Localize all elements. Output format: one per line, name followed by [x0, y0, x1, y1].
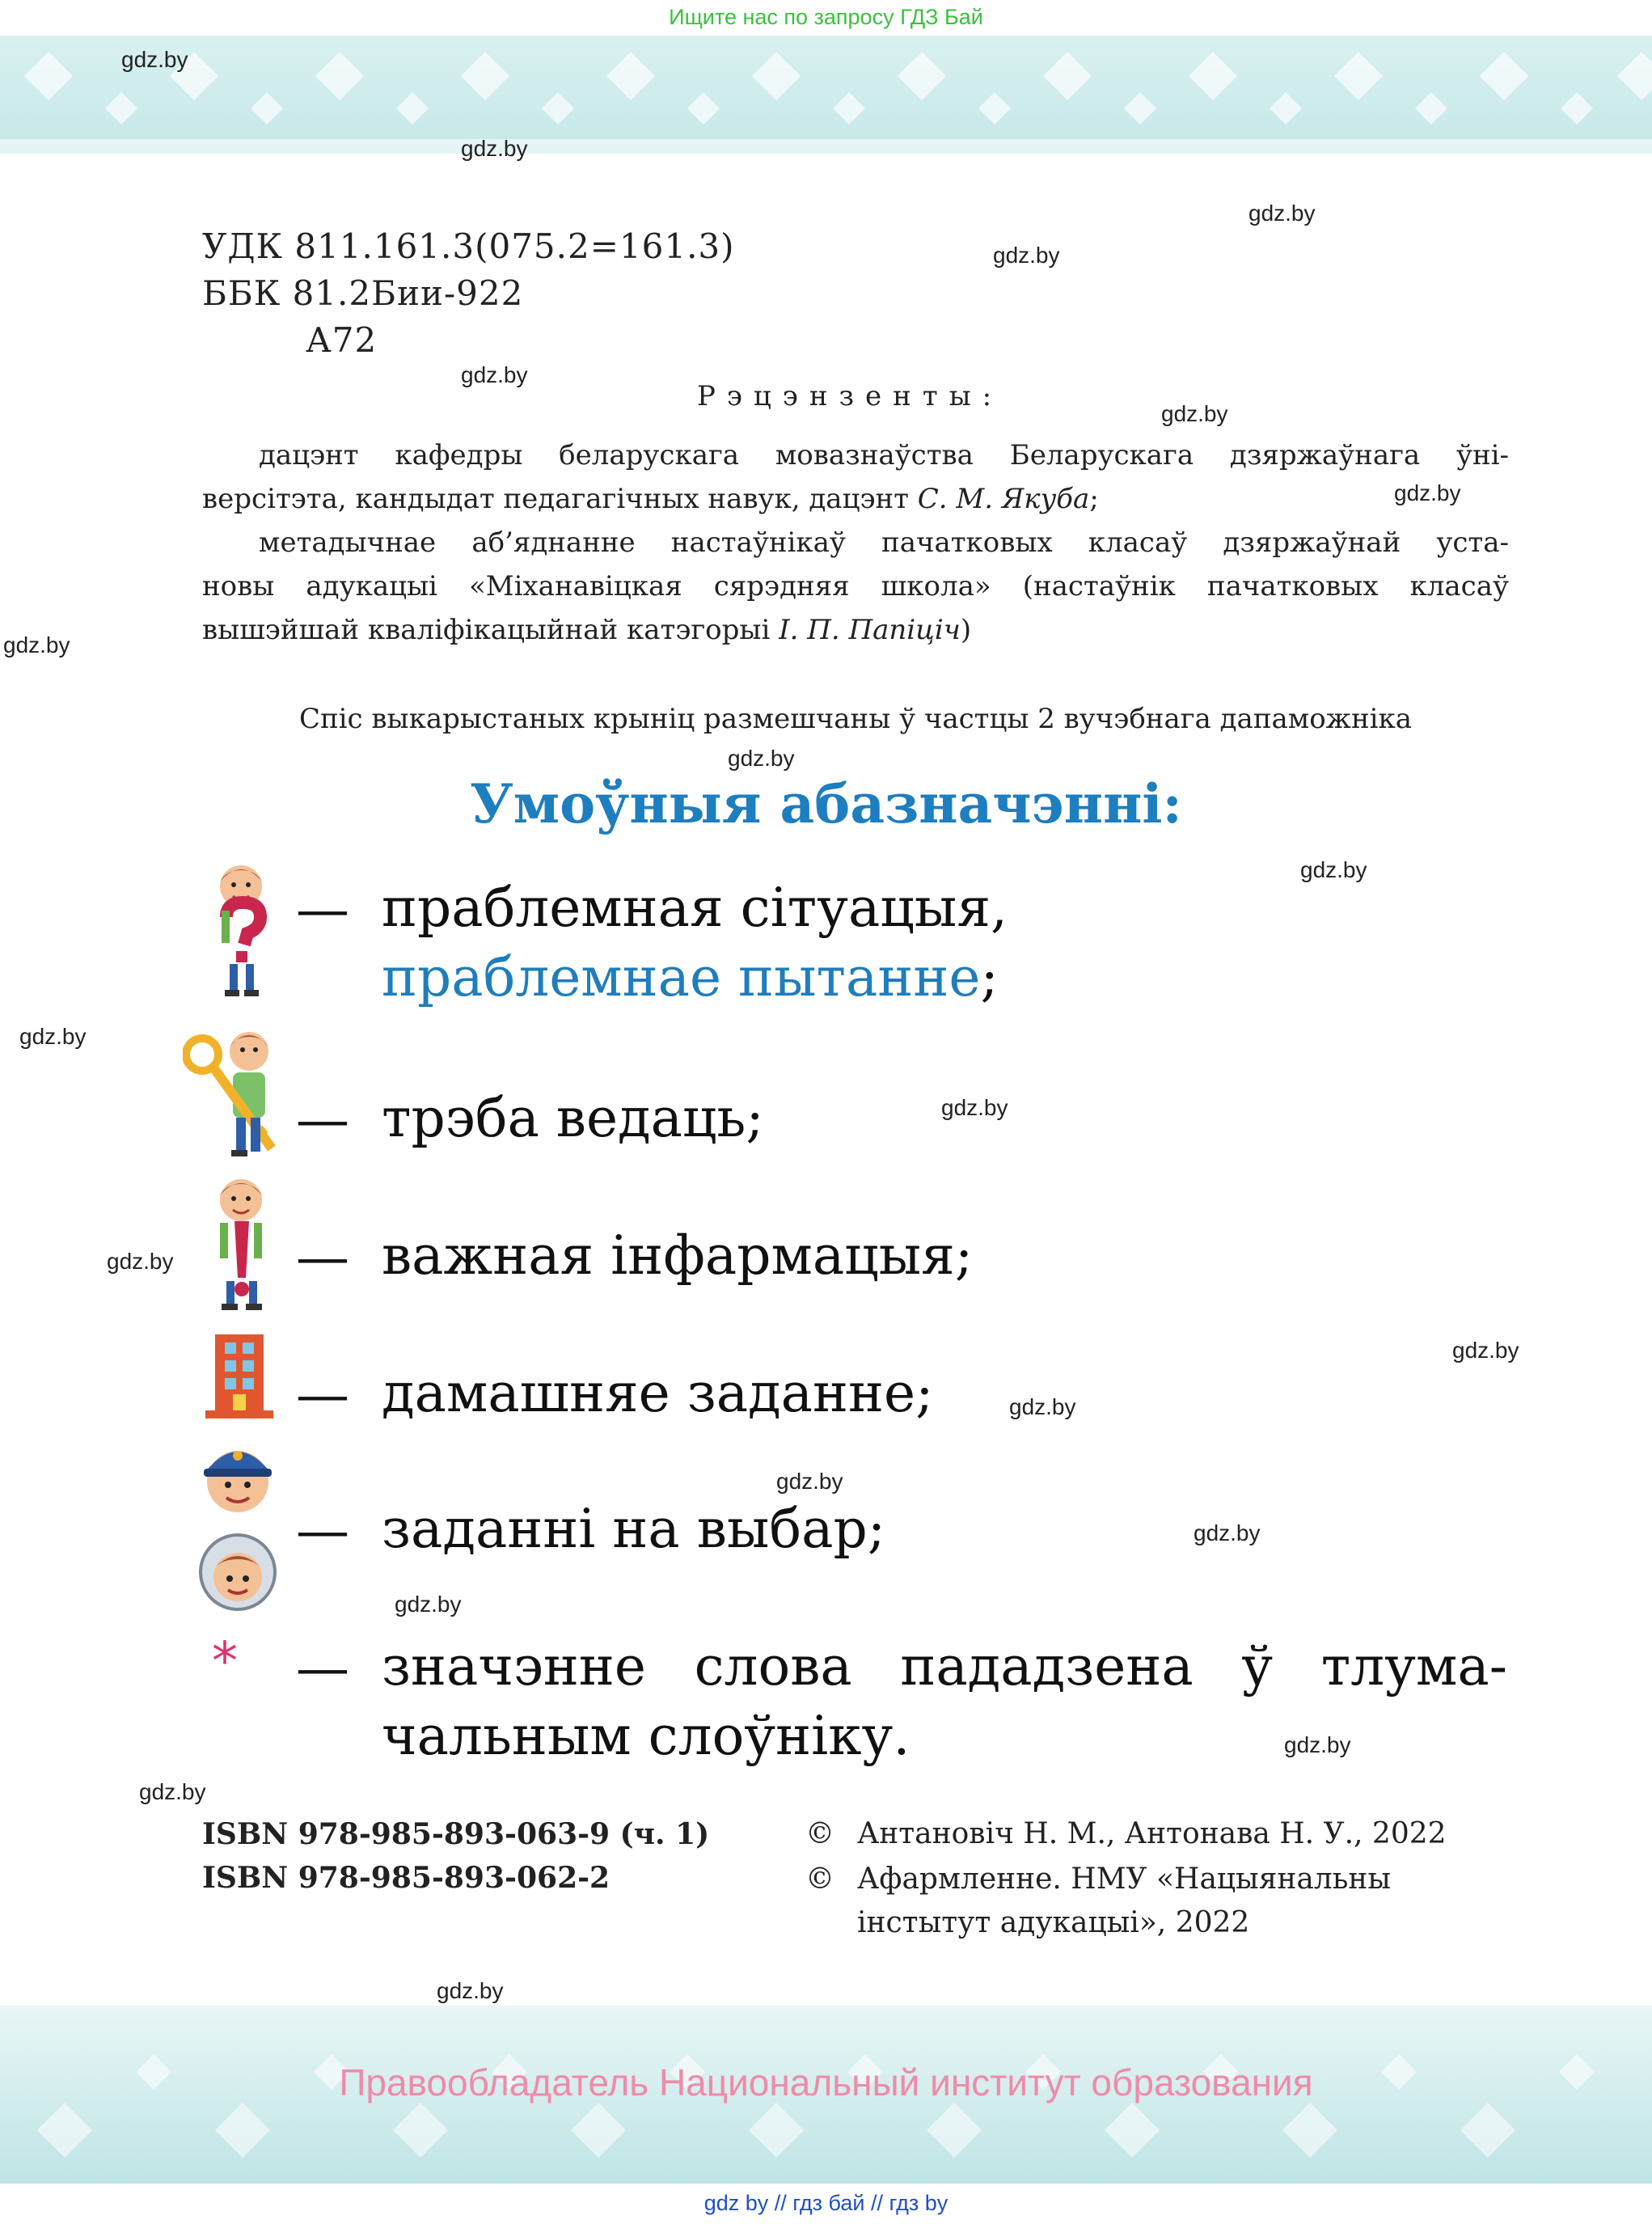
watermark: gdz.by	[3, 632, 70, 657]
reviewer-second-text: вышэйшай кваліфікацыйнай катэгорыі	[202, 614, 780, 646]
copyright-symbol: ©	[805, 1817, 834, 1850]
watermark: gdz.by	[776, 1469, 843, 1494]
legend-dash: —	[296, 1637, 349, 1699]
sources-note: Спіс выкарыстаных крыніц размешчаны ў частцы 2 вучэбнага дапаможніка	[298, 703, 1413, 735]
legend-semicolon: ;	[980, 946, 999, 1008]
astronaut-boy-icon	[197, 1532, 278, 1613]
watermark: gdz.by	[139, 1779, 206, 1804]
watermark: gdz.by	[1161, 401, 1228, 426]
reviewer-second-end: )	[960, 614, 972, 646]
watermark: gdz.by	[19, 1024, 87, 1049]
legend-dash: —	[296, 1226, 349, 1288]
author-code: А72	[306, 320, 378, 360]
legend-dictionary-line2: чальным слоўніку.	[382, 1705, 911, 1767]
legend-dash: —	[296, 1089, 349, 1151]
udk-code: УДК 811.161.3(075.2=161.3)	[202, 226, 735, 266]
reviewer-second-line2: новы адукацыі «Міханавіцкая сярэдняя школа» (настаўнік пачатковых класаў	[202, 570, 1509, 603]
reviewer-second-line3	[202, 608, 1509, 652]
legend-dash: —	[296, 878, 349, 941]
watermark: gdz.by	[993, 243, 1060, 268]
ornament-pattern	[0, 36, 1652, 154]
legend-problem-situation: праблемная сітуацыя,	[382, 877, 1008, 939]
rights-holder: Правообладатель Национальный институт образования	[339, 2061, 1313, 2103]
watermark: gdz.by	[1194, 1520, 1261, 1545]
reviewer-second-line1: метадычнае аб’яднанне настаўнікаў пачатковых класаў дзяржаўнай уста-	[259, 526, 1509, 559]
boy-exclamation-icon	[202, 1174, 280, 1317]
watermark: gdz.by	[1284, 1732, 1351, 1757]
legend-problem-question: праблемнае пытанне	[382, 946, 981, 1008]
boy-question-mark-icon	[202, 860, 280, 1000]
watermark: gdz.by	[437, 1978, 504, 2003]
reviewer-second-name: І. П. Папіціч	[779, 614, 961, 646]
legend-need-to-know: трэба ведаць;	[382, 1087, 764, 1149]
top-ornament-band	[0, 36, 1652, 154]
house-icon	[204, 1331, 275, 1422]
reviewer-first-line1: дацэнт кафедры беларускага мовазнаўства Беларускага дзяржаўнага ўні-	[259, 439, 1509, 471]
watermark: gdz.by	[1249, 201, 1316, 226]
reviewer-second	[202, 521, 1509, 652]
boy-key-icon	[183, 1027, 288, 1163]
watermark: gdz.by	[1394, 480, 1461, 505]
reviewer-first-end: ;	[1089, 483, 1099, 515]
copyright-design-line1: Афармленне. НМУ «Нацыянальны	[857, 1862, 1391, 1896]
legend-problem-question-line	[382, 943, 999, 1013]
copyright-authors: Антановіч Н. М., Антонава Н. У., 2022	[857, 1817, 1447, 1850]
watermark: gdz.by	[395, 1592, 462, 1617]
isbn-part1: ISBN 978-985-893-063-9 (ч. 1)	[202, 1817, 710, 1851]
bbk-code: ББК 81.2Бии-922	[202, 273, 524, 313]
reviewer-first	[202, 433, 1509, 521]
top-note: Ищите нас по запросу ГДЗ Бай	[669, 5, 983, 29]
watermark: gdz.by	[461, 136, 528, 161]
reviewer-first-line2	[202, 477, 1509, 521]
copyright-design-line2: інстытут адукацыі», 2022	[857, 1906, 1250, 1939]
watermark: gdz.by	[941, 1095, 1008, 1120]
legend-dash: —	[296, 1364, 349, 1426]
legend-dictionary-line1: значэнне слова пададзена ў тлума-	[382, 1635, 1507, 1698]
reviewer-first-text: версітэта, кандыдат педагагічных навук, дацэнт	[202, 483, 918, 515]
watermark: gdz.by	[121, 47, 188, 72]
watermark: gdz.by	[107, 1249, 174, 1274]
watermark: gdz.by	[728, 746, 795, 771]
watermark: gdz.by	[1452, 1338, 1519, 1363]
legend-important-info: важная інфармацыя;	[382, 1224, 974, 1287]
reviewer-first-name: С. М. Якуба	[917, 483, 1090, 515]
copyright-symbol: ©	[805, 1862, 834, 1896]
legend-homework: дамашняе заданне;	[382, 1362, 934, 1424]
asterisk-icon: *	[212, 1632, 238, 1692]
pilot-boy-icon	[197, 1436, 278, 1514]
watermark: gdz.by	[1009, 1394, 1076, 1419]
watermark: gdz.by	[1300, 857, 1367, 882]
isbn-full: ISBN 978-985-893-062-2	[202, 1861, 611, 1895]
watermark: gdz.by	[461, 362, 528, 387]
bottom-note: gdz by // гдз бай // гдз by	[703, 2191, 949, 2215]
legend-dash: —	[296, 1499, 349, 1562]
reviewers-title: Рэцэнзенты:	[697, 380, 1003, 412]
legend-choice-tasks: заданні на выбар;	[382, 1498, 885, 1560]
legend-title: Умоўныя абазначэнні:	[470, 772, 1182, 835]
